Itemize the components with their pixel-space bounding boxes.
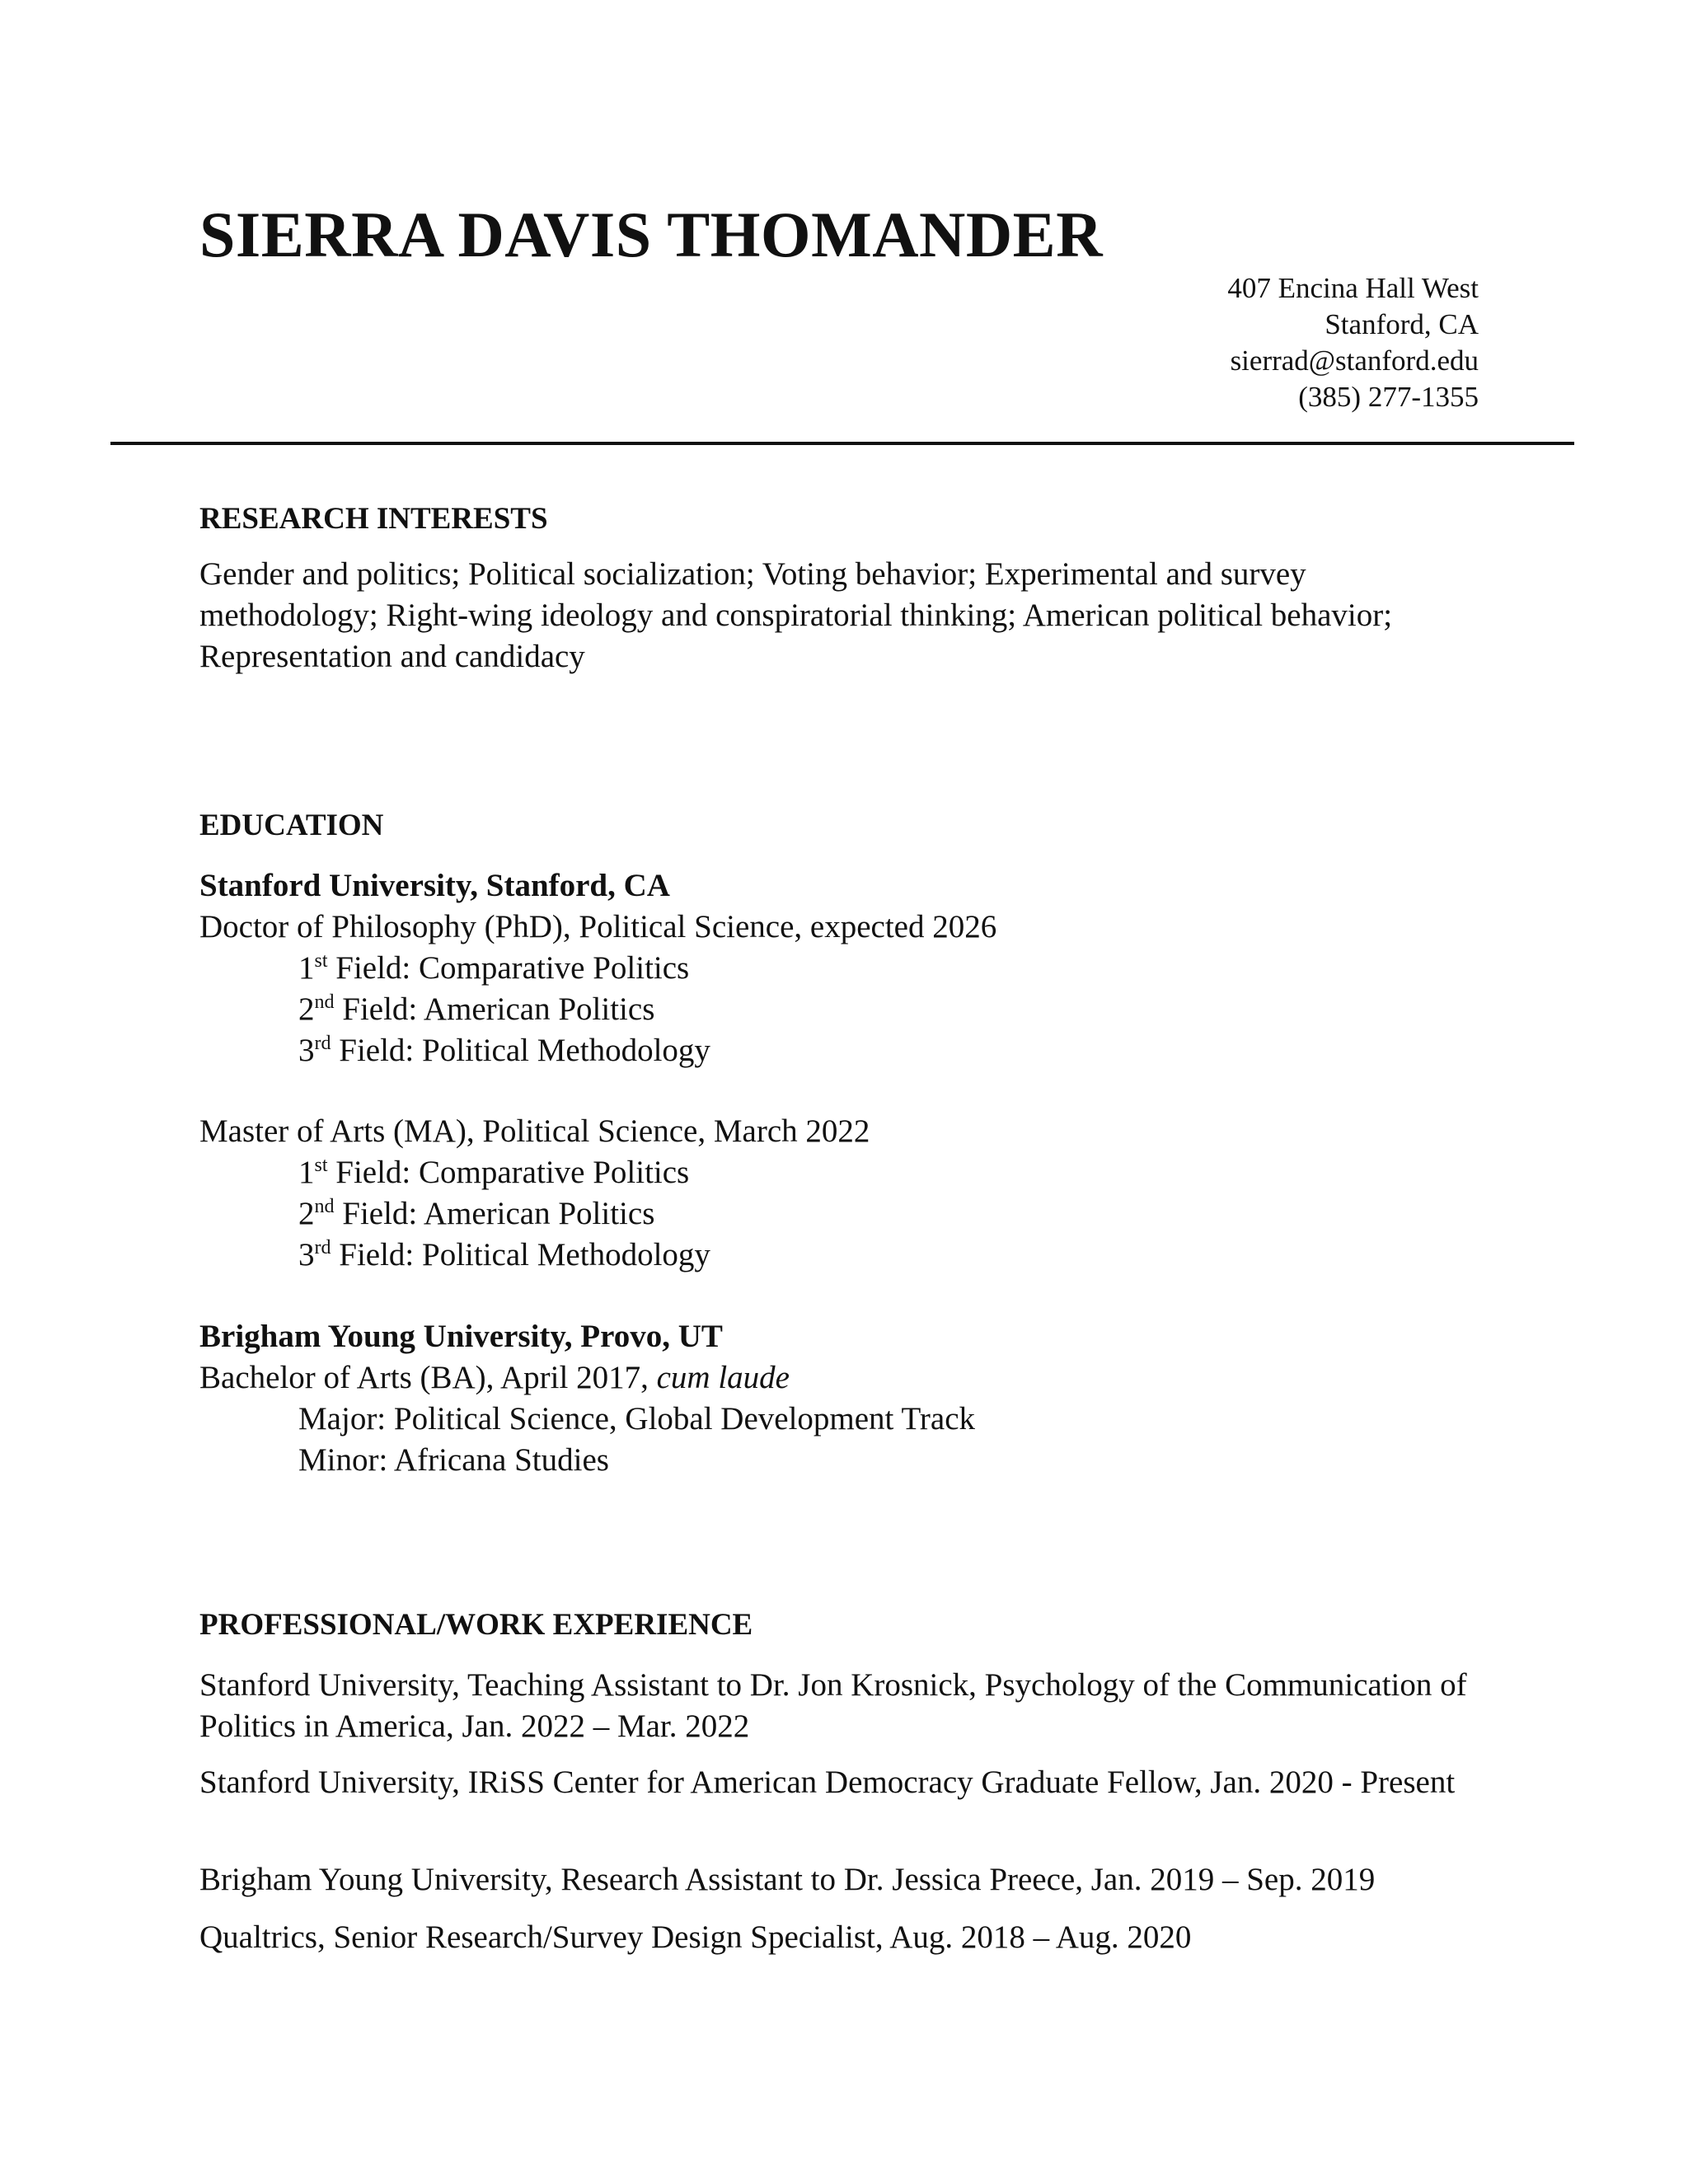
experience-heading: PROFESSIONAL/WORK EXPERIENCE <box>199 1608 753 1642</box>
experience-item: Stanford University, IRiSS Center for American Democracy Graduate Fellow, Jan. 2020 - Present <box>199 1765 1456 1800</box>
stanford-school: Stanford University, Stanford, CA <box>199 868 670 903</box>
research-heading: RESEARCH INTERESTS <box>199 502 548 536</box>
byu-school: Brigham Young University, Provo, UT <box>199 1319 723 1354</box>
ba-degree: Bachelor of Arts (BA), April 2017, cum laude <box>199 1360 790 1395</box>
phd-field-1: 1st Field: Comparative Politics <box>298 950 690 986</box>
contact-address: 407 Encina Hall West <box>1227 272 1479 304</box>
experience-item: Stanford University, Teaching Assistant to Dr. Jon Krosnick, Psychology of the Communication of Politics in America, Jan. 2022 – Mar. 2022 <box>199 1667 1467 1744</box>
phd-field-2: 2nd Field: American Politics <box>298 991 655 1027</box>
contact-block <box>1227 270 1479 415</box>
education-heading: EDUCATION <box>199 808 384 842</box>
contact-city: Stanford, CA <box>1325 308 1479 340</box>
ba-major: Major: Political Science, Global Development Track <box>298 1401 975 1436</box>
ba-minor: Minor: Africana Studies <box>298 1442 609 1478</box>
experience-item: Qualtrics, Senior Research/Survey Design Specialist, Aug. 2018 – Aug. 2020 <box>199 1919 1192 1955</box>
contact-email[interactable]: sierrad@stanford.edu <box>1230 344 1479 377</box>
ma-field-1: 1st Field: Comparative Politics <box>298 1155 690 1190</box>
cv-name: SIERRA DAVIS THOMANDER <box>199 199 1104 270</box>
ma-field-2: 2nd Field: American Politics <box>298 1196 655 1231</box>
experience-item: Brigham Young University, Research Assistant to Dr. Jessica Preece, Jan. 2019 – Sep. 2019 <box>199 1862 1376 1897</box>
phd-degree: Doctor of Philosophy (PhD), Political Science, expected 2026 <box>199 909 997 944</box>
contact-phone: (385) 277-1355 <box>1298 381 1479 413</box>
ma-degree: Master of Arts (MA), Political Science, March 2022 <box>199 1113 870 1149</box>
header-divider <box>110 442 1574 445</box>
phd-field-3: 3rd Field: Political Methodology <box>298 1033 710 1068</box>
ba-honors: cum laude <box>656 1360 790 1395</box>
research-text: Gender and politics; Political socialization; Voting behavior; Experimental and survey methodology; Right-wing ideology and conspiratorial thinking; American political behavior; Representation and candidacy <box>199 556 1393 674</box>
ma-field-3: 3rd Field: Political Methodology <box>298 1237 710 1272</box>
